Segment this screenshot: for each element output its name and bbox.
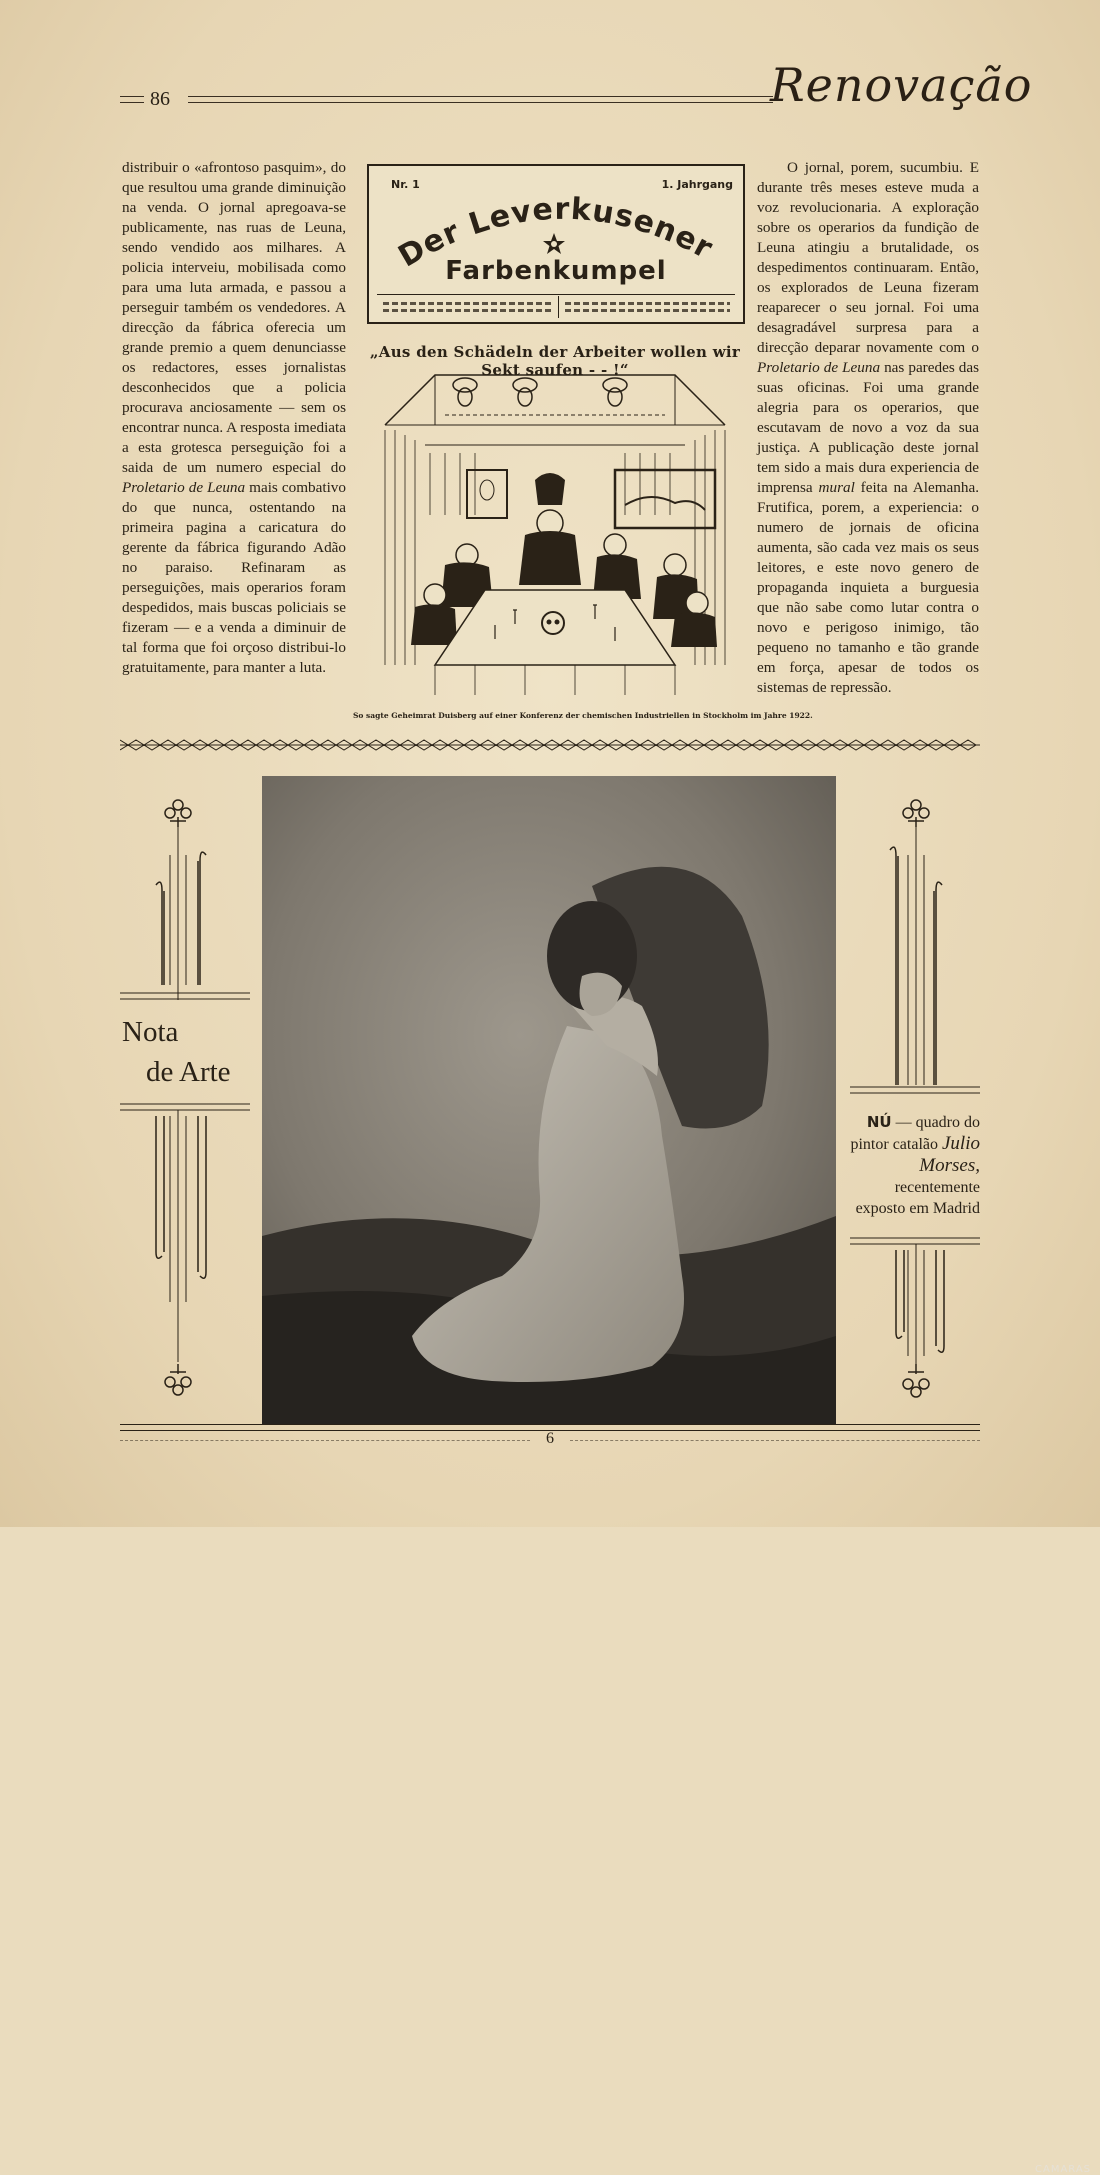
footer-rule-right	[570, 1440, 980, 1441]
clipping-rule	[377, 294, 735, 295]
clipping-fine-print-1	[383, 302, 553, 305]
right-top-ornament	[850, 795, 980, 1095]
cartoon-caption: „Aus den Schädeln der Arbeiter wollen wir Sekt saufen - - !“	[369, 343, 741, 379]
clipping-masthead	[367, 164, 745, 324]
painting-signature: CAMARAS	[1035, 2164, 1092, 2175]
page-number: 86	[150, 88, 170, 110]
header-rule-left-2	[120, 102, 144, 103]
section-heading	[122, 1012, 231, 1092]
clipping-fine-print-4	[565, 309, 730, 312]
heading-line-1: Nota	[122, 1016, 179, 1048]
cartoon-illustration	[375, 365, 733, 700]
article-left-text: distribuir o «afrontoso pasquim», do que resultou uma grande diminuição na venda. O jornal apregoava-se publicamente, nas ruas de Leuna, sendo vendido aos milhares. A policia interveiu, mobilisada como para uma luta armada, e passou a perseguir também os vendedores. A direcção da fábrica oferecia um grande premio a quem denunciasse os redactores, esses jornalistas desconhecidos que a policia procurava anciosamente — sem os encontrar nunca. A resposta imediata a esta grotesca perseguição foi a saida de um numero especial do Proletario de Leuna mais combativo do que nunca, ostentando na primeira pagina a caricatura do gerente da fábrica figurando Adão no paraiso. Refinaram as perseguições, mais operarios foram despedidos, mais buscas policiais se fizeram — e a venda a diminuir de tal forma que foi orçoso distribui-lo gratuitamente, para manter a luta.	[122, 159, 346, 676]
star-emblem-icon	[542, 232, 566, 256]
clipping-fine-print-3	[565, 302, 730, 305]
header-rule-left	[120, 96, 144, 97]
clipping-divider	[558, 296, 559, 318]
caption-artist: Julio Morses,	[919, 1133, 980, 1176]
masthead: Renovação	[770, 58, 1033, 112]
article-right-text: O jornal, porem, sucumbiu. E durante três meses esteve muda a voz revolucionaria. A exploração sobre os operarios da fundição de Leuna atingiu a brutalidade, os despedimentos continuaram. Então, os explorados de Leuna fizeram reaparecer o seu jornal. Foi uma desagradável surpresa para a direcção deparar novamente com o Proletario de Leuna nas paredes das suas oficinas. Foi uma grande alegria para os operarios, que escutavam de novo a voz da sua justiça. A publicação deste jornal tem sido a mais dura experiencia de imprensa mural feita na Alemanha. Frutifica, porem, a experiencia: o numero de jornais de oficina aumenta, são cada vez mais os seus leitores, e este novo genero de propaganda inquieta a burguesia que não sabe como lutar contra o novo e perigoso inimigo, tão pequeno no tamanho e tão grande em força, apesar de todos os sistemas de repressão.	[757, 159, 980, 696]
heading-line-2: de Arte	[146, 1056, 231, 1088]
right-bottom-ornament	[850, 1236, 980, 1406]
newspaper-clipping	[353, 160, 813, 720]
ornamental-divider	[120, 738, 980, 752]
header-rule-2	[188, 102, 773, 103]
nude-painting-image	[262, 776, 836, 1424]
article-column-right	[757, 158, 979, 698]
footer-rule	[120, 1424, 980, 1425]
article-column-left	[122, 158, 346, 678]
footer-page-number: 6	[546, 1430, 554, 1447]
clipping-volume: 1. Jahrgang	[661, 178, 733, 191]
left-top-ornament	[120, 795, 250, 1005]
svg-text:Der Leverkusener: Der Leverkusener	[392, 191, 719, 268]
clipping-fine-print-2	[383, 309, 553, 312]
painting-caption: NÚ — quadro do pintor catalão Julio Morses, recentemente exposto em Madrid	[850, 1113, 980, 1217]
footer-rule-left	[120, 1440, 530, 1441]
clipping-issue-number: Nr. 1	[391, 178, 420, 191]
cartoon-footnote: So sagte Geheimrat Duisberg auf einer Konferenz der chemischen Industriellen in Stockholm im Jahre 1922.	[353, 711, 813, 720]
left-bottom-ornament	[120, 1102, 250, 1402]
caption-title: NÚ	[866, 1113, 892, 1131]
header-rule	[188, 96, 773, 97]
clipping-subtitle: Farbenkumpel	[445, 256, 667, 286]
